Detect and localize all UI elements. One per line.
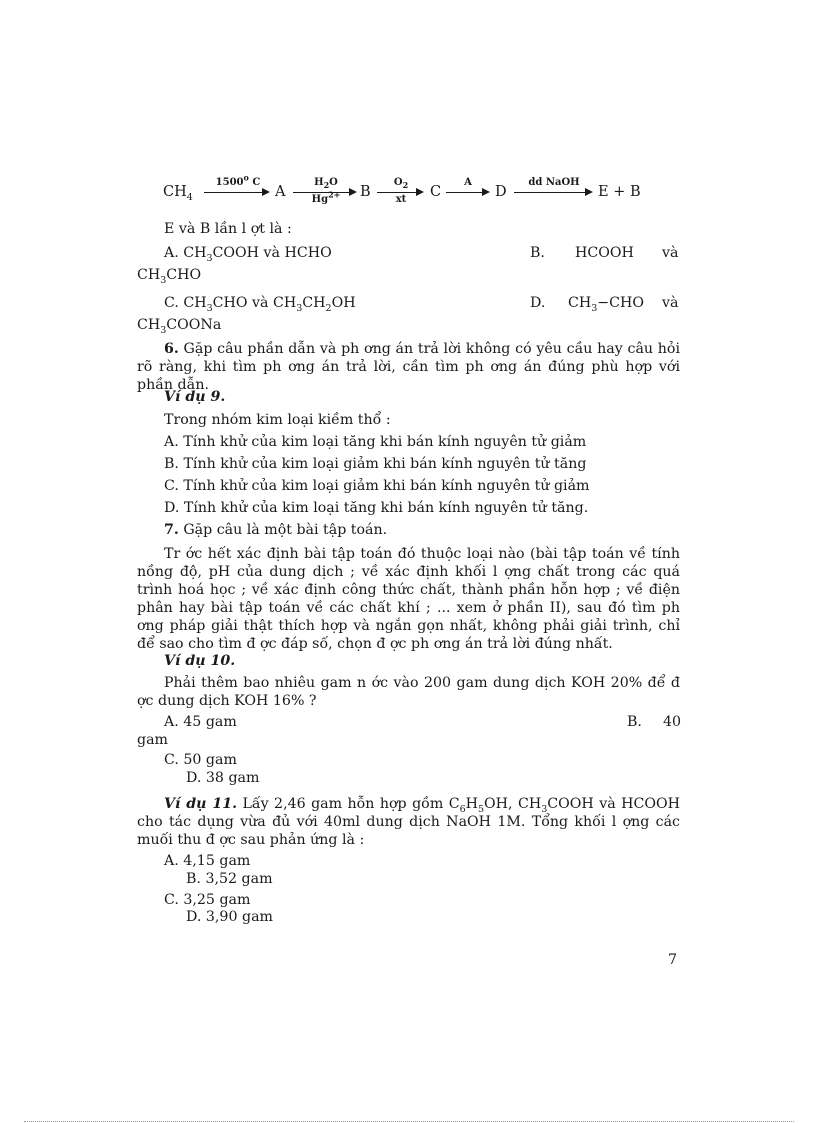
arrow3-top-label: $O_2$ bbox=[393, 177, 409, 190]
scheme-ch4: $CH_4$ bbox=[163, 184, 193, 203]
option-b-label: B. bbox=[530, 245, 545, 261]
arrow4-top-label: A bbox=[464, 177, 472, 188]
option-d-va: và bbox=[662, 295, 679, 311]
example-9-question: Trong nhóm kim loại kiềm thổ : bbox=[164, 412, 391, 428]
example-10-option-b-value: 40 bbox=[663, 714, 682, 730]
reaction-arrow-3 bbox=[377, 192, 422, 193]
arrow2-bottom-label: $Hg^{2+}$ bbox=[311, 189, 341, 205]
example-10-option-b-wrap: gam bbox=[137, 732, 168, 748]
arrow5-top-label: dd NaOH bbox=[528, 177, 580, 188]
example-9-option-b: B. Tính khử của kim loại giảm khi bán kính nguyên tử tăng bbox=[164, 456, 587, 472]
reaction-arrow-4 bbox=[446, 192, 488, 193]
option-b-wrap: $CH_3CHO$ bbox=[137, 267, 202, 286]
example-11-option-c: C. 3,25 gam bbox=[164, 892, 251, 908]
section-7-paragraph: Tr ớc hết xác định bài tập toán đó thuộc loại nào (bài tập toán về tính nồng độ, pH của dung dịch ; về xác định khối l ợng chất trong các quá trình hoá học ; về xác định công thức chất, thành phần hỗn hợp ; về điện phân hay bài tập toán về các chất khí ; ... xem ở phần II), sau đó tìm ph ơng pháp giải thật thích hợp và ngắn gọn nhất, không phải giải trình, chỉ để sao cho tìm đ ợc đáp số, chọn đ ợc ph ơng án trả lời đúng nhất. bbox=[137, 546, 680, 652]
example-10-option-b-label: B. bbox=[627, 714, 642, 730]
option-c-eb: C. $CH_3CHO$ và $CH_3CH_2OH$ bbox=[164, 295, 356, 314]
example-9-title: Ví dụ 9. bbox=[164, 389, 226, 405]
section-7-heading: 7. Gặp câu là một bài tập toán. bbox=[164, 522, 388, 538]
option-a-eb: A. $CH_3COOH$ và HCHO bbox=[164, 245, 332, 264]
example-11-paragraph: Ví dụ 11. Lấy 2,46 gam hỗn hợp gồm $C_6H_5OH$, $CH_3COOH$ và HCOOH cho tác dụng vừa đủ với 40ml dung dịch NaOH 1M. Tổng khối l ợng các muối thu đ ợc sau phản ứng là : bbox=[137, 796, 680, 848]
example-9-option-c: C. Tính khử của kim loại giảm khi bán kính nguyên tử giảm bbox=[164, 478, 590, 494]
scheme-a: A bbox=[275, 184, 286, 200]
reaction-arrow-2 bbox=[293, 192, 355, 193]
example-10-option-d: D. 38 gam bbox=[186, 770, 260, 786]
scheme-d: D bbox=[495, 184, 507, 200]
example-10-option-c: C. 50 gam bbox=[164, 752, 237, 768]
page-bottom-rule bbox=[24, 1121, 794, 1122]
option-b-va: và bbox=[662, 245, 679, 261]
arrow1-label: 1500$^o$ C bbox=[215, 172, 261, 188]
option-b-value: HCOOH bbox=[575, 245, 634, 261]
example-11-option-a: A. 4,15 gam bbox=[164, 853, 251, 869]
page-number: 7 bbox=[668, 952, 678, 968]
example-9-option-a: A. Tính khử của kim loại tăng khi bán kính nguyên tử giảm bbox=[164, 434, 587, 450]
option-d-value: $CH_3-CHO$ bbox=[568, 295, 645, 314]
example-11-option-d: D. 3,90 gam bbox=[186, 909, 273, 925]
example-10-option-a: A. 45 gam bbox=[164, 714, 237, 730]
option-d-label: D. bbox=[530, 295, 546, 311]
reaction-arrow-1 bbox=[204, 192, 268, 193]
example-11-option-b: B. 3,52 gam bbox=[186, 871, 273, 887]
question-eb: E và B lần l ợt là : bbox=[164, 221, 292, 237]
section-6-paragraph: 6. Gặp câu phần dẫn và ph ơng án trả lời không có yêu cầu hay câu hỏi rõ ràng, khi tìm ph ơng án trả lời, cần tìm ph ơng án đúng phù hợp với phần dẫn. bbox=[137, 341, 680, 393]
arrow3-bottom-label: xt bbox=[395, 194, 407, 205]
arrow2-top-label: $H_2O$ bbox=[314, 177, 338, 190]
scheme-product: E + B bbox=[598, 184, 641, 200]
reaction-arrow-5 bbox=[514, 192, 591, 193]
scheme-c: C bbox=[430, 184, 442, 200]
example-10-question: Phải thêm bao nhiêu gam n ớc vào 200 gam dung dịch KOH 20% để đ ợc dung dịch KOH 16% ? bbox=[137, 675, 680, 709]
example-9-option-d: D. Tính khử của kim loại tăng khi bán kính nguyên tử tăng. bbox=[164, 500, 589, 516]
option-d-wrap: $CH_3COONa$ bbox=[137, 317, 222, 336]
example-10-title: Ví dụ 10. bbox=[164, 653, 236, 669]
scheme-b: B bbox=[360, 184, 371, 200]
